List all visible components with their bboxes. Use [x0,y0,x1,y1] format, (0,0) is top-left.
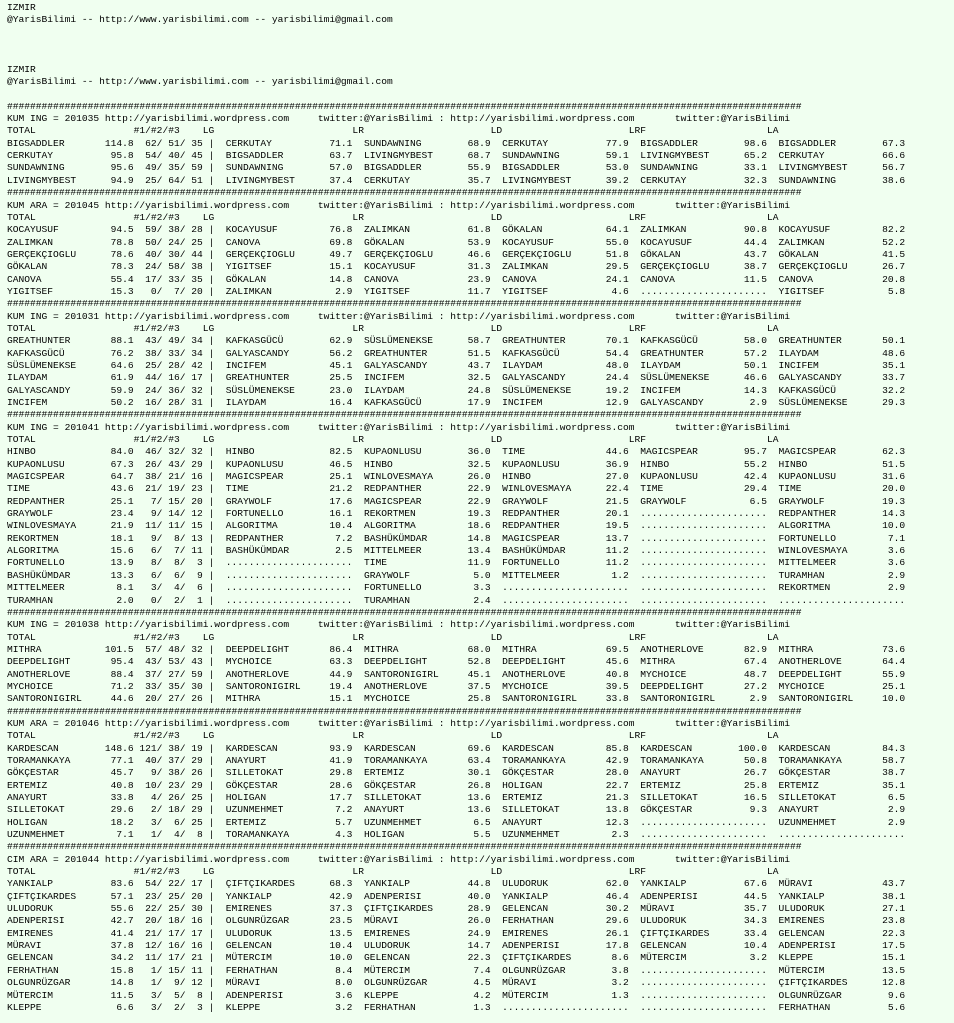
report-line: YANKIALP 83.6 54/ 22/ 17 | ÇIFTÇIKARDES 68.3 YANKIALP 44.8 ULUDORUK 62.0 YANKIALP 67.6 MÜRAVI 43.7 [7,878,906,890]
report-line: ########################################################################################################################################## [7,606,802,618]
report-line: CANOVA 55.4 17/ 33/ 35 | GÖKALAN 14.8 CANOVA 23.9 CANOVA 24.1 CANOVA 11.5 CANOVA 20.8 [7,273,906,285]
report-line: LIVINGMYBEST 94.9 25/ 64/ 51 | LIVINGMYBEST 37.4 CERKUTAY 35.7 LIVINGMYBEST 39.2 CERKUTAY 32.3 SUNDAWNING 38.6 [7,174,906,186]
report-line: ADENPERISI 42.7 20/ 18/ 16 | OLGUNRÜZGAR 23.5 MÜRAVI 26.0 FERHATHAN 29.6 ULUDORUK 34.3 EMIRENES 23.8 [7,915,906,927]
report-line: ########################################################################################################################################## [7,100,802,112]
report-line: MITTELMEER 8.1 3/ 4/ 6 | ...................... FORTUNELLO 3.3 ...................... ...................... REKORTMEN 2.9 [7,582,906,594]
report-line: ILAYDAM 61.9 44/ 16/ 17 | GREATHUNTER 25.5 INCIFEM 32.5 GALYASCANDY 24.4 SÜSLÜMENEKSE 46.6 GALYASCANDY 33.7 [7,372,906,384]
report-line: DEEPDELIGHT 95.4 43/ 53/ 43 | MYCHOICE 63.3 DEEPDELIGHT 52.8 DEEPDELIGHT 45.6 MITHRA 67.4 ANOTHERLOVE 64.4 [7,656,906,668]
report-line: TIME 43.6 21/ 19/ 23 | TIME 21.2 REDPANTHER 22.9 WINLOVESMAYA 22.4 TIME 29.4 TIME 20.0 [7,483,906,495]
report-line: OLGUNRÜZGAR 14.8 1/ 9/ 12 | MÜRAVI 8.0 OLGUNRÜZGAR 4.5 MÜRAVI 3.2 ...................... ÇIFTÇIKARDES 12.8 [7,977,906,989]
report-line: KARDESCAN 148.6 121/ 38/ 19 | KARDESCAN 93.9 KARDESCAN 69.6 KARDESCAN 85.8 KARDESCAN 100.0 KARDESCAN 84.3 [7,742,906,754]
report-line: GREATHUNTER 88.1 43/ 49/ 34 | KAFKASGÜCÜ 62.9 SÜSLÜMENEKSE 58.7 GREATHUNTER 70.1 KAFKASGÜCÜ 58.0 GREATHUNTER 50.1 [7,335,906,347]
report-line: TOTAL #1/#2/#3 LG LR LD LRF LA [7,631,779,643]
report-line: TOTAL #1/#2/#3 LG LR LD LRF LA [7,434,779,446]
report-line: TOTAL #1/#2/#3 LG LR LD LRF LA [7,730,779,742]
report-line: CERKUTAY 95.8 54/ 40/ 45 | BIGSADDLER 63.7 LIVINGMYBEST 68.7 SUNDAWNING 59.1 LIVINGMYBEST 65.2 CERKUTAY 66.6 [7,150,906,162]
report-line: ########################################################################################################################################## [7,841,802,853]
report-line: TOTAL #1/#2/#3 LG LR LD LRF LA [7,322,779,334]
report-line: MYCHOICE 71.2 33/ 35/ 30 | SANTORONIGIRL 19.4 ANOTHERLOVE 37.5 MYCHOICE 39.5 DEEPDELIGHT 27.2 MYCHOICE 25.1 [7,680,906,692]
report-line: TOTAL #1/#2/#3 LG LR LD LRF LA [7,866,779,878]
report-line: ALGORITMA 15.6 6/ 7/ 11 | BASHÜKÜMDAR 2.5 MITTELMEER 13.4 BASHÜKÜMDAR 11.2 ...................... WINLOVESMAYA 3.6 [7,545,906,557]
report-line: UZUNMEHMET 7.1 1/ 4/ 8 | TORAMANKAYA 4.3 HOLIGAN 5.5 UZUNMEHMET 2.3 ...................... ...................... [7,829,906,841]
report-line: BIGSADDLER 114.8 62/ 51/ 35 | CERKUTAY 71.1 SUNDAWNING 68.9 CERKUTAY 77.9 BIGSADDLER 98.6 BIGSADDLER 67.3 [7,137,906,149]
report-line: BASHÜKÜMDAR 13.3 6/ 6/ 9 | ...................... GRAYWOLF 5.0 MITTELMEER 1.2 ...................... TURAMHAN 2.9 [7,569,906,581]
report-line: CIM ARA = 201044 http://yarisbilimi.wordpress.com twitter:@YarisBilimi : http://yarisbilimi.wordpress.com twitter:@YarisBilimi [7,853,790,865]
report-line: ERTEMIZ 40.8 10/ 23/ 29 | GÖKÇESTAR 28.6 GÖKÇESTAR 26.8 HOLIGAN 22.7 ERTEMIZ 25.8 ERTEMIZ 35.1 [7,779,906,791]
report-line: EMIRENES 41.4 21/ 17/ 17 | ULUDORUK 13.5 EMIRENES 24.9 EMIRENES 26.1 ÇIFTÇIKARDES 33.4 GELENCAN 22.3 [7,927,906,939]
report-line: TURAMHAN 2.0 0/ 2/ 1 | ...................... TURAMHAN 2.4 ...................... ...................... ...................... [7,594,906,606]
report-line: GALYASCANDY 59.9 24/ 36/ 32 | SÜSLÜMENEKSE 23.0 ILAYDAM 24.8 SÜSLÜMENEKSE 19.2 INCIFEM 14.3 KAFKASGÜCÜ 32.2 [7,384,906,396]
report-line: GRAYWOLF 23.4 9/ 14/ 12 | FORTUNELLO 16.1 REKORTMEN 19.3 REDPANTHER 20.1 ...................... REDPANTHER 14.3 [7,508,906,520]
report-line: TORAMANKAYA 77.1 40/ 37/ 29 | ANAYURT 41.9 TORAMANKAYA 63.4 TORAMANKAYA 42.9 TORAMANKAYA 50.8 TORAMANKAYA 58.7 [7,754,906,766]
report-line: GÖKÇESTAR 45.7 9/ 38/ 26 | SILLETOKAT 29.8 ERTEMIZ 30.1 GÖKÇESTAR 28.0 ANAYURT 26.7 GÖKÇESTAR 38.7 [7,767,906,779]
report-line: GELENCAN 34.2 11/ 17/ 21 | MÜTERCIM 10.0 GELENCAN 22.3 ÇIFTÇIKARDES 8.6 MÜTERCIM 3.2 KLEPPE 15.1 [7,952,906,964]
report-line: SUNDAWNING 95.6 49/ 35/ 59 | SUNDAWNING 57.0 BIGSADDLER 55.9 BIGSADDLER 53.0 SUNDAWNING 33.1 LIVINGMYBEST 56.7 [7,162,906,174]
report-line: KUPAONLUSU 67.3 26/ 43/ 29 | KUPAONLUSU 46.5 HINBO 32.5 KUPAONLUSU 36.9 HINBO 55.2 HINBO 51.5 [7,458,906,470]
report-line: KAFKASGÜCÜ 76.2 38/ 33/ 34 | GALYASCANDY 56.2 GREATHUNTER 51.5 KAFKASGÜCÜ 54.4 GREATHUNTER 57.2 ILAYDAM 48.6 [7,347,906,359]
report-line: HOLIGAN 18.2 3/ 6/ 25 | ERTEMIZ 5.7 UZUNMEHMET 6.5 ANAYURT 12.3 ...................... UZUNMEHMET 2.9 [7,816,906,828]
report-line: FERHATHAN 15.8 1/ 15/ 11 | FERHATHAN 8.4 MÜTERCIM 7.4 OLGUNRÜZGAR 3.8 ...................... MÜTERCIM 13.5 [7,964,906,976]
report-line: REKORTMEN 18.1 9/ 8/ 13 | REDPANTHER 7.2 BASHÜKÜMDAR 14.8 MAGICSPEAR 13.7 ...................... FORTUNELLO 7.1 [7,532,906,544]
report-line: ÇIFTÇIKARDES 57.1 23/ 25/ 20 | YANKIALP 42.9 ADENPERISI 40.0 YANKIALP 46.4 ADENPERISI 44.5 YANKIALP 38.1 [7,890,906,902]
report-line: ANOTHERLOVE 88.4 37/ 27/ 59 | ANOTHERLOVE 44.9 SANTORONIGIRL 45.1 ANOTHERLOVE 40.8 MYCHOICE 48.7 DEEPDELIGHT 55.9 [7,668,906,680]
report-line: KUM ING = 201041 http://yarisbilimi.wordpress.com twitter:@YarisBilimi : http://yarisbilimi.wordpress.com twitter:@YarisBilimi [7,421,790,433]
report-line: TOTAL #1/#2/#3 LG LR LD LRF LA [7,125,779,137]
report-line: MÜTERCIM 11.5 3/ 5/ 8 | ADENPERISI 3.6 KLEPPE 4.2 MÜTERCIM 1.3 ...................... OLGUNRÜZGAR 9.6 [7,989,906,1001]
report-line: KUM ARA = 201046 http://yarisbilimi.wordpress.com twitter:@YarisBilimi : http://yarisbilimi.wordpress.com twitter:@YarisBilimi [7,717,790,729]
report-line: GERÇEKÇIOGLU 78.6 40/ 30/ 44 | GERÇEKÇIOGLU 49.7 GERÇEKÇIOGLU 46.6 GERÇEKÇIOGLU 51.8 GÖKALAN 43.7 GÖKALAN 41.5 [7,248,906,260]
report-line: ########################################################################################################################################## [7,187,802,199]
report-line: IZMIR [7,63,36,75]
report-line: ########################################################################################################################################## [7,298,802,310]
report-line: MÜRAVI 37.8 12/ 16/ 16 | GELENCAN 10.4 ULUDORUK 14.7 ADENPERISI 17.8 GELENCAN 10.4 ADENPERISI 17.5 [7,940,906,952]
report-line: TOTAL #1/#2/#3 LG LR LD LRF LA [7,211,779,223]
report-line: ULUDORUK 55.6 22/ 25/ 30 | EMIRENES 37.3 ÇIFTÇIKARDES 28.9 GELENCAN 30.2 MÜRAVI 35.7 ULUDORUK 27.1 [7,903,906,915]
report-line: REDPANTHER 25.1 7/ 15/ 20 | GRAYWOLF 17.6 MAGICSPEAR 22.9 GRAYWOLF 21.5 GRAYWOLF 6.5 GRAYWOLF 19.3 [7,495,906,507]
report-line: MAGICSPEAR 64.7 38/ 21/ 16 | MAGICSPEAR 25.1 WINLOVESMAYA 26.0 HINBO 27.0 KUPAONLUSU 42.4 KUPAONLUSU 31.6 [7,471,906,483]
report-line: @YarisBilimi -- http://www.yarisbilimi.com -- yarisbilimi@gmail.com [7,76,393,88]
report-line: WINLOVESMAYA 21.9 11/ 11/ 15 | ALGORITMA 10.4 ALGORITMA 18.6 REDPANTHER 19.5 ...................... ALGORITMA 10.0 [7,520,906,532]
report-line: KUM ING = 201038 http://yarisbilimi.wordpress.com twitter:@YarisBilimi : http://yarisbilimi.wordpress.com twitter:@YarisBilimi [7,619,790,631]
report-line: HINBO 84.0 46/ 32/ 32 | HINBO 82.5 KUPAONLUSU 36.0 TIME 44.6 MAGICSPEAR 95.7 MAGICSPEAR 62.3 [7,446,906,458]
report-line: SANTORONIGIRL 44.6 20/ 27/ 26 | MITHRA 15.1 MYCHOICE 25.8 SANTORONIGIRL 33.8 SANTORONIGIRL 2.9 SANTORONIGIRL 10.0 [7,693,906,705]
report-line: FORTUNELLO 13.9 8/ 8/ 3 | ...................... TIME 11.9 FORTUNELLO 11.2 ...................... MITTELMEER 3.6 [7,557,906,569]
report-line: INCIFEM 50.2 16/ 28/ 31 | ILAYDAM 16.4 KAFKASGÜCÜ 17.9 INCIFEM 12.9 GALYASCANDY 2.9 SÜSLÜMENEKSE 29.3 [7,397,906,408]
report-line: KOCAYUSUF 94.5 59/ 38/ 28 | KOCAYUSUF 76.8 ZALIMKAN 61.8 GÖKALAN 64.1 ZALIMKAN 90.8 KOCAYUSUF 82.2 [7,224,906,236]
report-line: ########################################################################################################################################## [7,705,802,717]
report-line: @YarisBilimi -- http://www.yarisbilimi.com -- yarisbilimi@gmail.com [7,14,393,26]
report-line: SÜSLÜMENEKSE 64.6 25/ 28/ 42 | INCIFEM 45.1 GALYASCANDY 43.7 ILAYDAM 48.0 ILAYDAM 50.1 INCIFEM 35.1 [7,359,906,371]
report-line: KUM ING = 201035 http://yarisbilimi.wordpress.com twitter:@YarisBilimi : http://yarisbilimi.wordpress.com twitter:@YarisBilimi [7,113,790,125]
report-line: ########################################################################################################################################## [7,409,802,421]
report-line: YIGITSEF 15.3 0/ 7/ 20 | ZALIMKAN 2.9 YIGITSEF 11.7 YIGITSEF 4.6 ...................... YIGITSEF 5.8 [7,285,906,297]
report-line: ZALIMKAN 78.8 50/ 24/ 25 | CANOVA 69.8 GÖKALAN 53.9 KOCAYUSUF 55.0 KOCAYUSUF 44.4 ZALIMKAN 52.2 [7,236,906,248]
report-line: KLEPPE 6.6 3/ 2/ 3 | KLEPPE 3.2 FERHATHAN 1.3 ...................... ...................... FERHATHAN 5.6 [7,1001,906,1013]
report-line: MITHRA 101.5 57/ 48/ 32 | DEEPDELIGHT 86.4 MITHRA 68.0 MITHRA 69.5 ANOTHERLOVE 82.9 MITHRA 73.6 [7,643,906,655]
report-line: KUM ING = 201031 http://yarisbilimi.wordpress.com twitter:@YarisBilimi : http://yarisbilimi.wordpress.com twitter:@YarisBilimi [7,310,790,322]
report-line: KUM ARA = 201045 http://yarisbilimi.wordpress.com twitter:@YarisBilimi : http://yarisbilimi.wordpress.com twitter:@YarisBilimi [7,199,790,211]
report-line: SILLETOKAT 29.6 2/ 18/ 29 | UZUNMEHMET 7.2 ANAYURT 13.6 SILLETOKAT 13.8 GÖKÇESTAR 9.3 ANAYURT 2.9 [7,804,906,816]
report-line: IZMIR [7,2,36,13]
report-line: ANAYURT 33.8 4/ 26/ 25 | HOLIGAN 17.7 SILLETOKAT 13.6 ERTEMIZ 21.3 SILLETOKAT 16.5 SILLETOKAT 6.5 [7,792,906,803]
report-line: GÖKALAN 78.3 24/ 58/ 38 | YIGITSEF 15.1 KOCAYUSUF 31.3 ZALIMKAN 29.5 GERÇEKÇIOGLU 38.7 GERÇEKÇIOGLU 26.7 [7,261,906,273]
